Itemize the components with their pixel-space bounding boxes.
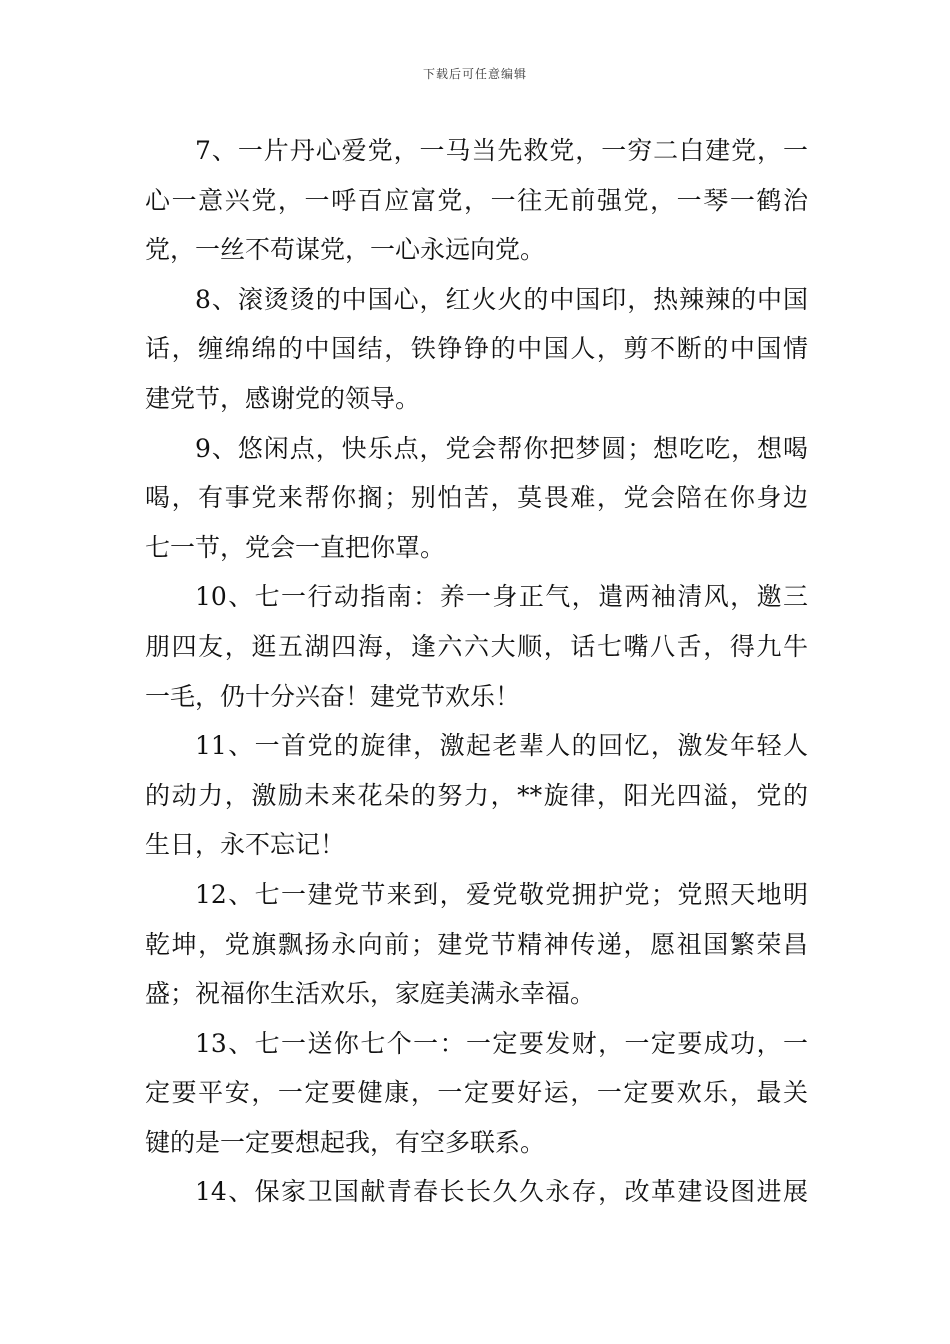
paragraph-line: 建党节，感谢党的领导。: [145, 383, 421, 413]
paragraph-line: 朋四友，逛五湖四海，逢六六大顺，话七嘴八舌，得九牛: [145, 631, 808, 661]
paragraph-line: 的动力，激励未来花朵的努力，**旋律，阳光四溢，党的: [145, 780, 808, 810]
paragraph-line: 7、一片丹心爱党，一马当先救党，一穷二白建党，一: [195, 136, 808, 165]
paragraph-line: 13、七一送你七个一：一定要发财，一定要成功，一: [195, 1028, 808, 1058]
paragraph-line: 键的是一定要想起我，有空多联系。: [145, 1127, 546, 1157]
paragraph-line: 喝，有事党来帮你搁；别怕苦，莫畏难，党会陪在你身边: [145, 483, 808, 513]
paragraph-7: [145, 126, 808, 275]
paragraph-10: [145, 572, 808, 721]
paragraph-line: 9、悠闲点，快乐点，党会帮你把梦圆；想吃吃，想喝: [195, 433, 808, 463]
page-header: 下载后可任意编辑: [422, 67, 527, 81]
paragraph-line: 10、七一行动指南：养一身正气，遣两袖清风，邀三: [195, 582, 808, 612]
paragraph-8: [145, 275, 808, 424]
paragraph-line: 定要平安，一定要健康，一定要好运，一定要欢乐，最关: [145, 1078, 808, 1108]
paragraph-14: [145, 1167, 808, 1217]
paragraph-12: [145, 870, 808, 1019]
paragraph-11: [145, 721, 808, 870]
paragraph-line: 党，一丝不苟谋党，一心永远向党。: [145, 235, 546, 265]
paragraph-line: 生日，永不忘记！: [145, 830, 346, 860]
paragraph-9: [145, 424, 808, 573]
paragraph-line: 11、一首党的旋律，激起老辈人的回忆，激发年轻人: [195, 731, 808, 761]
paragraph-line: 12、七一建党节来到，爱党敬党拥护党；党照天地明: [195, 879, 808, 909]
paragraph-line: 乾坤，党旗飘扬永向前；建党节精神传递，愿祖国繁荣昌: [145, 929, 808, 959]
paragraph-line: 一毛，仍十分兴奋！建党节欢乐！: [145, 681, 521, 711]
paragraph-line: 14、保家卫国献青春长长久久永存，改革建设图进展: [195, 1177, 808, 1207]
paragraph-line: 盛；祝福你生活欢乐，家庭美满永幸福。: [145, 979, 596, 1009]
paragraph-line: 七一节，党会一直把你罩。: [145, 532, 446, 562]
document-body: [145, 126, 808, 1217]
paragraph-line: 心一意兴党，一呼百应富党，一往无前强党，一琴一鹤治: [145, 185, 808, 215]
paragraph-13: [145, 1019, 808, 1168]
paragraph-line: 话，缠绵绵的中国结，铁铮铮的中国人，剪不断的中国情: [145, 334, 808, 364]
paragraph-line: 8、滚烫烫的中国心，红火火的中国印，热辣辣的中国: [195, 284, 808, 314]
